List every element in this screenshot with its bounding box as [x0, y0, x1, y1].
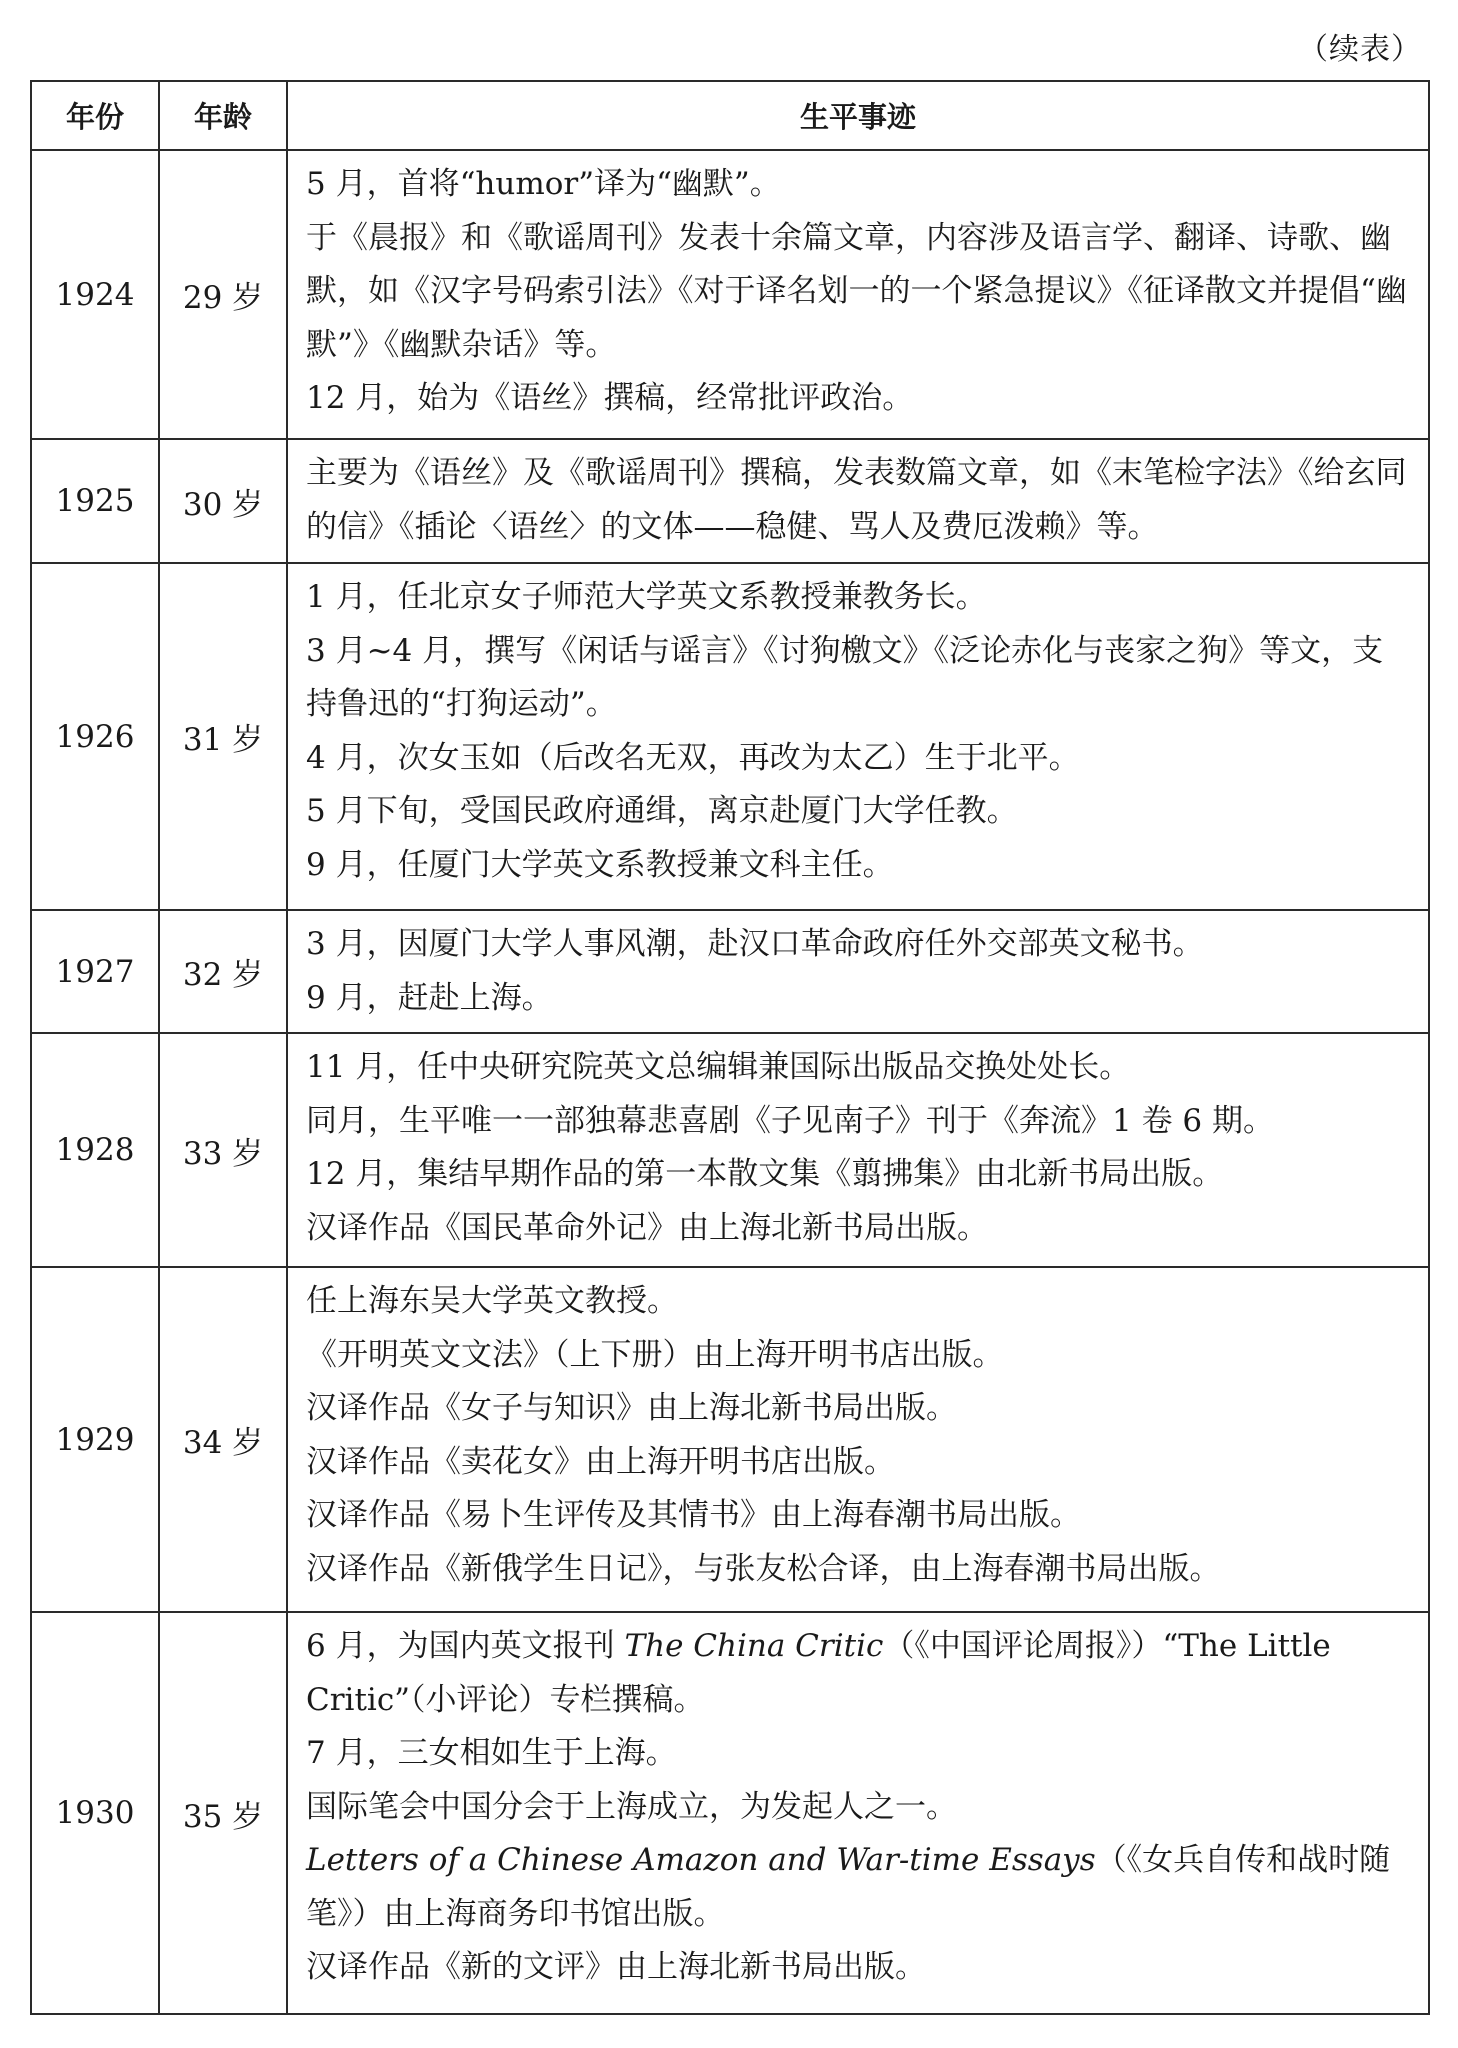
event-line: 于《晨报》和《歌谣周刊》发表十余篇文章，内容涉及语言学、翻译、诗歌、幽默，如《汉字号码索引法》《对于译名划一的一个紧急提议》《征译散文并提倡“幽默”》《幽默杂话》等。 [306, 219, 1407, 363]
event-text: （《女兵自传和战时随笔》）由上海商务印书馆出版。 [306, 1842, 1391, 1932]
year-cell: 1924 [31, 150, 159, 439]
event-line: 汉译作品《易卜生评传及其情书》由上海春潮书局出版。 [306, 1497, 1081, 1533]
event-line: 汉译作品《新俄学生日记》，与张友松合译，由上海春潮书局出版。 [306, 1550, 1221, 1587]
table-row [31, 1033, 1429, 1267]
continued-table-note: （续表） [1298, 32, 1422, 67]
event-line [306, 1834, 1412, 1941]
event-line: 11 月，任中央研究院英文总编辑兼国际出版品交换处处长。 [306, 1049, 1131, 1085]
event-line: 7 月，三女相如生于上海。 [306, 1735, 677, 1771]
year-cell: 1928 [31, 1033, 159, 1267]
event-line: 任上海东吴大学英文教授。 [306, 1283, 678, 1319]
event-text: 6 月，为国内英文报刊 [306, 1628, 625, 1664]
table-header [31, 81, 1429, 150]
event-line: 1 月，任北京女子师范大学英文系教授兼教务长。 [306, 579, 987, 615]
age-cell: 35 岁 [159, 1612, 287, 2014]
year-cell: 1925 [31, 439, 159, 563]
header-age: 年龄 [159, 81, 287, 150]
year-cell: 1930 [31, 1612, 159, 2014]
header-row [31, 81, 1429, 150]
event-line: 同月，生平唯一一部独幕悲喜剧《子见南子》刊于《奔流》1 卷 6 期。 [306, 1102, 1275, 1139]
event-line: 主要为《语丝》及《歌谣周刊》撰稿，发表数篇文章，如《末笔检字法》《给玄同的信》《插论〈语丝〉的文体——稳健、骂人及费厄泼赖》等。 [306, 455, 1407, 545]
event-line: 3 月~4 月，撰写《闲话与谣言》《讨狗檄文》《泛论赤化与丧家之狗》等文，支持鲁迅的“打狗运动”。 [306, 632, 1384, 722]
event-line: 国际笔会中国分会于上海成立，为发起人之一。 [306, 1788, 957, 1825]
year-cell: 1926 [31, 563, 159, 910]
events-cell [287, 439, 1429, 563]
event-line: 5 月，首将“humor”译为“幽默”。 [306, 166, 781, 202]
age-cell: 31 岁 [159, 563, 287, 910]
events-cell [287, 1033, 1429, 1267]
event-line: 汉译作品《卖花女》由上海开明书店出版。 [306, 1443, 895, 1480]
table-body [31, 150, 1429, 2014]
event-line: 5 月下旬，受国民政府通缉，离京赴厦门大学任教。 [306, 793, 1018, 829]
chronology-table [30, 80, 1430, 2015]
event-line: 4 月，次女玉如（后改名无双，再改为太乙）生于北平。 [306, 739, 1080, 776]
event-line: 12 月，集结早期作品的第一本散文集《翦拂集》由北新书局出版。 [306, 1156, 1224, 1192]
event-line [306, 1620, 1412, 1727]
events-cell [287, 150, 1429, 439]
event-line: 汉译作品《女子与知识》由上海北新书局出版。 [306, 1390, 957, 1426]
age-cell: 32 岁 [159, 910, 287, 1033]
event-line: 12 月，始为《语丝》撰稿，经常批评政治。 [306, 380, 914, 416]
table-row [31, 439, 1429, 563]
events-cell [287, 910, 1429, 1033]
event-text: （《中国评论周报》）“The Little Critic”（小评论）专栏撰稿。 [306, 1628, 1331, 1718]
header-events: 生平事迹 [287, 81, 1429, 150]
event-line: 汉译作品《国民革命外记》由上海北新书局出版。 [306, 1209, 988, 1246]
table-row [31, 1267, 1429, 1612]
event-line: 3 月，因厦门大学人事风潮，赴汉口革命政府任外交部英文秘书。 [306, 926, 1204, 962]
event-line: 9 月，任厦门大学英文系教授兼文科主任。 [306, 846, 894, 883]
events-cell [287, 1612, 1429, 2014]
table-row [31, 910, 1429, 1033]
age-cell: 33 岁 [159, 1033, 287, 1267]
age-cell: 29 岁 [159, 150, 287, 439]
book-title: Letters of a Chinese Amazon and War-time Essays [306, 1842, 1096, 1878]
events-cell [287, 1267, 1429, 1612]
age-cell: 34 岁 [159, 1267, 287, 1612]
table-row [31, 1612, 1429, 2014]
table-row [31, 563, 1429, 910]
event-line: 《开明英文文法》（上下册）由上海开明书店出版。 [306, 1336, 1004, 1373]
table-row [31, 150, 1429, 439]
event-line: 汉译作品《新的文评》由上海北新书局出版。 [306, 1949, 926, 1985]
periodical-title: The China Critic [624, 1628, 884, 1664]
header-year: 年份 [31, 81, 159, 150]
year-cell: 1929 [31, 1267, 159, 1612]
events-cell [287, 563, 1429, 910]
year-cell: 1927 [31, 910, 159, 1033]
age-cell: 30 岁 [159, 439, 287, 563]
event-line: 9 月，赶赴上海。 [306, 979, 553, 1016]
